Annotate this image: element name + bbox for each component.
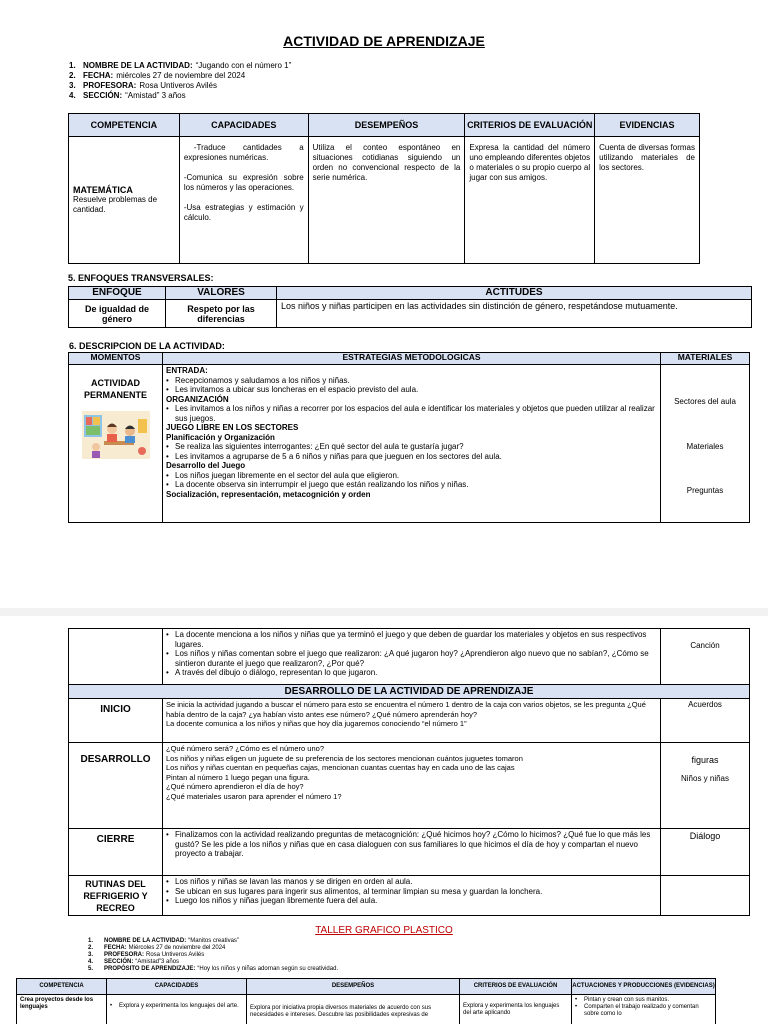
list-item: • Finalizamos con la actividad realizando preguntas de metacognición: ¿Qué hicimos hoy? ¿Cómo lo hicimos? ¿Qué fue lo que más les gustó? Se les pide a los niños y niñas que en casa dialoguen con sus familiares lo que hicimos el día de hoy y compartan el nuevo proyecto a trabajar. [166, 830, 651, 858]
info-item: 4. SECCIÓN: “Amistad”3 años [88, 959, 180, 965]
capacidad-item: -Usa estrategias y estimación y cálculo. [183, 203, 304, 222]
rutinas-cell [163, 876, 661, 916]
taller-table [16, 978, 716, 1024]
desarrollo-juego-heading: Desarrollo del Juego [166, 461, 246, 470]
activity-info-list [69, 61, 291, 101]
cierre-material: Diálogo [661, 829, 750, 876]
desarrollo-label: DESARROLLO [69, 743, 163, 829]
material-cell: Canción [661, 629, 750, 685]
enfoques-table [68, 286, 752, 328]
info-item: 1. NOMBRE DE LA ACTIVIDAD: “Jugando con el número 1” [69, 61, 292, 70]
document-title: ACTIVIDAD DE APRENDIZAJE [283, 33, 485, 49]
desarrollo-band: DESARROLLO DE LA ACTIVIDAD DE APRENDIZAJE [69, 685, 750, 699]
header-competencia: COMPETENCIA [17, 979, 107, 995]
competencias-table [68, 113, 700, 264]
list-item: • Se ubican en sus lugares para ingerir sus alimentos, al terminar limpian su mesa y guardan la lonchera. [166, 886, 543, 896]
header-capacidades: CAPACIDADES [107, 979, 247, 995]
header-desempenos: DESEMPEÑOS [308, 114, 465, 137]
section-5-label: 5. ENFOQUES TRANSVERSALES: [68, 273, 214, 283]
header-materiales: MATERIALES [661, 353, 750, 365]
info-item: 1. NOMBRE DE LA ACTIVIDAD: “Manitos creativas” [88, 938, 239, 944]
desarrollo-table [68, 628, 750, 916]
socializacion-cell [163, 629, 661, 685]
inicio-cell: Se inicia la actividad jugando a buscar el número para esto se encuentra el número 1 dentro de la caja con varios objetos, se les pregunta ¿Qué había dentro de la caja? ¿ya habían visto antes ese número? ¿Qué número aprenderán hoy? La docente comunica a los niños y niñas que hoy día jugaremos conociendo “el número 1” [163, 699, 661, 743]
list-item: • Les invitamos a ubicar sus loncheras en el espacio previsto del aula. [166, 385, 419, 394]
header-enfoque: ENFOQUE [69, 287, 166, 300]
header-criterios: CRITERIOS DE EVALUACIÓN [460, 979, 572, 995]
enfoque-cell: De igualdad de género [69, 300, 166, 328]
header-valores: VALORES [166, 287, 277, 300]
header-momentos: MOMENTOS [69, 353, 163, 365]
header-estrategias: ESTRATEGIAS METODOLOGICAS [163, 353, 661, 365]
capacidad-item: -Traduce cantidades a expresiones numéricas. [183, 143, 304, 162]
criterios-cell: Explora y experimenta los lenguajes del arte aplicando [460, 995, 572, 1024]
desempenos-cell: Explora por iniciativa propia diversos materiales de acuerdo con sus necesidades e intereses. Descubre las posibilidades expresivas de [247, 995, 460, 1024]
material-item: Preguntas [686, 486, 724, 495]
desempenos-cell: Utiliza el conteo espontáneo en situaciones cotidianas siguiendo un orden no convencional respecto de la serie numérica. [308, 137, 465, 264]
criterios-cell: Expresa la cantidad del número uno empleando diferentes objetos o materiales o su propio cuerpo al jugar con sus amigos. [465, 137, 595, 264]
header-criterios: CRITERIOS DE EVALUACIÓN [465, 114, 595, 137]
list-item: • Les invitamos a agruparse de 5 a 6 niños y niñas para que jueguen en los sectores del aula. [166, 451, 502, 461]
list-item: • Los niños juegan libremente en el sector del aula que eligieron. [166, 470, 400, 480]
cierre-cell [163, 829, 661, 876]
desarrollo-material: figuras Niños y niñas [661, 743, 750, 829]
competencia-title: MATEMÁTICA [73, 185, 133, 195]
taller-info-list [88, 938, 338, 973]
inicio-label: INICIO [69, 699, 163, 743]
info-item: 2. FECHA: miércoles 27 de noviembre del 2024 [69, 71, 246, 80]
planificacion-heading: Planificación y Organización [166, 432, 275, 442]
section-6-label: 6. DESCRIPCION DE LA ACTIVIDAD: [69, 341, 225, 351]
estrategias-cell [163, 365, 661, 523]
descripcion-table [68, 352, 750, 523]
desarrollo-cell: ¿Qué número será? ¿Cómo es el número uno? Los niños y niñas eligen un juguete de su preferencia de los sectores mencionan cuántos juguetes tomaron Los niños y niñas cuentan en pequeñas cajas, mencionan cuantas cuentas hay en cada uno de las cajas Pintan al número 1 luego pegan una figura. ¿Qué número aprendieron el día de hoy? ¿Qué materiales usaron para aprender el número 1? [163, 743, 661, 829]
list-item: • Recepcionamos y saludamos a los niños y niñas. [166, 375, 350, 385]
info-item: 3. PROFESORA: Rosa Untiveros Avilés [88, 952, 205, 958]
info-item: 2. FECHA: Miércoles 27 de noviembre del 2024 [88, 945, 226, 951]
momento-label: ACTIVIDAD PERMANENTE [83, 378, 147, 400]
organizacion-heading: ORGANIZACIÓN [166, 394, 229, 404]
actitudes-cell: Los niños y niñas participen en las actividades sin distinción de género, respetándose mutuamente. [277, 300, 752, 328]
evidencias-cell [572, 995, 716, 1024]
materiales-cell [661, 365, 750, 523]
evidencias-cell: Cuenta de diversas formas utilizando materiales de los sectores. [595, 137, 700, 264]
list-item: • Luego los niños y niñas juegan libremente fuera del aula. [166, 896, 378, 905]
material-item: Materiales [686, 441, 724, 451]
capacidades-cell [107, 995, 247, 1024]
header-competencia: COMPETENCIA [69, 114, 180, 137]
info-item: 3. PROFESORA: Rosa Untiveros Avilés [69, 81, 218, 90]
taller-title: TALLER GRAFICO PLASTICO [315, 925, 453, 936]
valores-cell: Respeto por las diferencias [166, 300, 277, 328]
juego-libre-heading: JUEGO LIBRE EN LOS SECTORES [166, 423, 299, 432]
header-evidencias: EVIDENCIAS [595, 114, 700, 137]
momento-cell [69, 365, 163, 523]
capacidades-cell [179, 137, 308, 264]
info-item: 5. PROPÓSITO DE APRENDIZAJE: “Hoy los niños y niñas adornan según su creatividad. [88, 966, 339, 972]
list-item: • Se realiza las siguientes interrogantes: ¿En qué sector del aula te gustaría jugar? [166, 442, 464, 451]
list-item: • Pintan y crean con sus manitos. [575, 997, 670, 1003]
list-item: • Les invitamos a los niños y niñas a recorrer por los espacios del aula e identificar los materiales y objetos que pueden utilizar al realizar sus juegos. [166, 404, 655, 423]
info-item: 4. SECCIÓN: “Amistad” 3 años [69, 91, 186, 100]
list-item: • Explora y experimenta los lenguajes del arte. [110, 1003, 239, 1009]
list-item: • Los niños y niñas comentan sobre el juego que realizaron: ¿A qué jugaron hoy? ¿Aprendieron algo nuevo que no sabían?, ¿Cómo se sintieron durante el juego que realizaron?, ¿Por qué? [166, 649, 649, 668]
list-item: • La docente menciona a los niños y niñas que ya terminó el juego y que deben de guardar los materiales y objetos en sus respectivos lugares. [166, 630, 647, 649]
list-item: • La docente observa sin interrumpir el juego que están realizando los niños y niñas. [166, 480, 469, 489]
header-evidencias: ACTUACIONES Y PRODUCCIONES (EVIDENCIAS) [572, 979, 716, 995]
rutinas-material [661, 876, 750, 916]
socializacion-heading: Socialización, representación, metacognición y orden [166, 489, 371, 499]
list-item: • Los niños y niñas se lavan las manos y se dirigen en orden al aula. [166, 877, 413, 886]
rutinas-label: RUTINAS DEL REFRIGERIO Y RECREO [69, 876, 163, 916]
header-capacidades: CAPACIDADES [179, 114, 308, 137]
list-item: • Comparten el trabajo realizado y comentan sobre como lo [575, 1004, 699, 1017]
material-item: Sectores del aula [674, 397, 736, 406]
header-actitudes: ACTITUDES [277, 287, 752, 300]
inicio-material: Acuerdos [661, 699, 750, 743]
competencia-text: Resuelve problemas de cantidad. [73, 195, 158, 214]
header-desempenos: DESEMPEÑOS [247, 979, 460, 995]
capacidad-item: -Comunica su expresión sobre los números y las operaciones. [183, 173, 304, 192]
classroom-illustration [82, 411, 150, 459]
entrada-heading: ENTRADA: [166, 366, 208, 375]
momento-cell [69, 629, 163, 685]
cierre-label: CIERRE [69, 829, 163, 876]
list-item: • A través del dibujo o diálogo, representan lo que jugaron. [166, 668, 378, 677]
competencia-cell [69, 137, 180, 264]
children-playing-image [82, 411, 150, 459]
competencia-cell: Crea proyectos desde los lenguajes [17, 995, 107, 1024]
